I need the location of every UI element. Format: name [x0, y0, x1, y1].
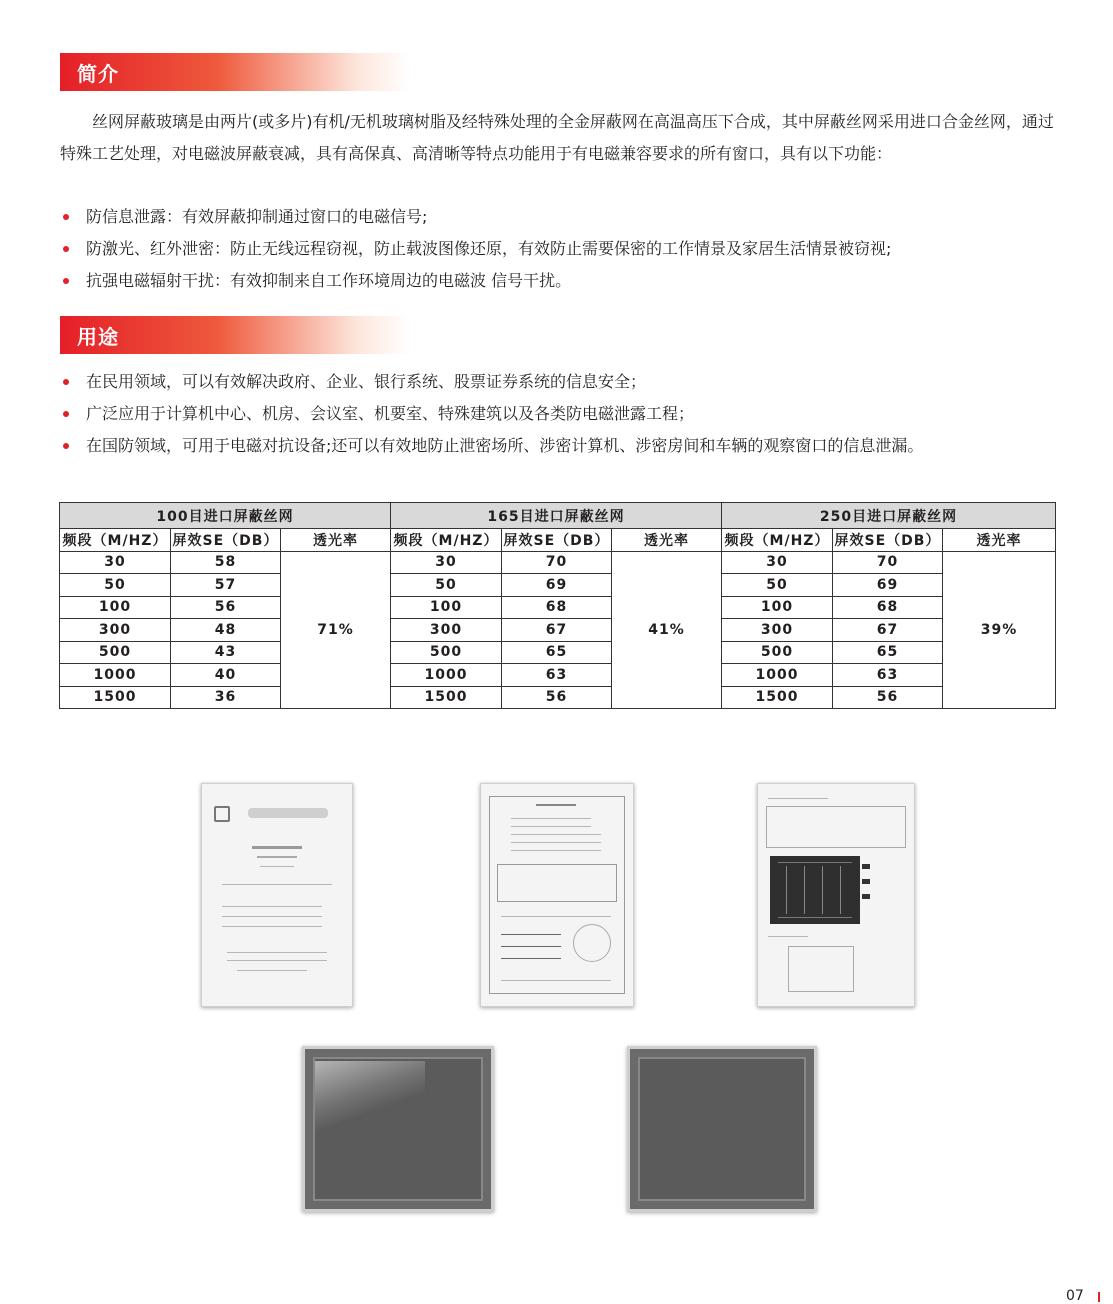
se-cell: 69 [833, 574, 943, 597]
frequency-cell: 30 [722, 551, 833, 574]
frequency-cell: 300 [722, 619, 833, 642]
se-cell: 63 [502, 664, 612, 687]
table-row [60, 596, 1056, 619]
se-cell: 36 [171, 686, 281, 709]
column-header-transmittance: 透光率 [612, 529, 722, 552]
frequency-cell: 500 [60, 641, 171, 664]
shielding-glass-photo-back [627, 1046, 817, 1212]
se-cell: 70 [502, 551, 612, 574]
usage-heading: 用途 [77, 325, 119, 349]
frequency-cell: 500 [391, 641, 502, 664]
se-cell: 56 [171, 596, 281, 619]
se-cell: 69 [502, 574, 612, 597]
usage-bullet-list [60, 366, 1070, 462]
group-header: 250目进口屏蔽丝网 [722, 503, 1056, 529]
usage-heading-bar [60, 316, 410, 354]
se-cell: 70 [833, 551, 943, 574]
column-header-se: 屏效SE（DB） [833, 529, 943, 552]
column-header-se: 屏效SE（DB） [502, 529, 612, 552]
page-number: 07 [1066, 1288, 1084, 1304]
bullet-dot-icon [63, 411, 69, 417]
frequency-cell: 100 [60, 596, 171, 619]
test-report-cover-image [201, 783, 353, 1007]
table-row [60, 686, 1056, 709]
column-header-frequency: 频段（M/HZ） [391, 529, 502, 552]
frequency-cell: 1000 [60, 664, 171, 687]
frequency-cell: 500 [722, 641, 833, 664]
se-cell: 67 [502, 619, 612, 642]
intro-heading: 简介 [77, 62, 119, 86]
table-row [60, 551, 1056, 574]
se-cell: 68 [502, 596, 612, 619]
column-header-frequency: 频段（M/HZ） [60, 529, 171, 552]
frequency-cell: 50 [391, 574, 502, 597]
frequency-cell: 1500 [722, 686, 833, 709]
page-marker [1098, 1292, 1100, 1302]
frequency-cell: 1000 [391, 664, 502, 687]
frequency-cell: 100 [722, 596, 833, 619]
test-data-chart-page-image [757, 783, 915, 1007]
se-cell: 56 [502, 686, 612, 709]
frequency-cell: 50 [60, 574, 171, 597]
frequency-cell: 300 [391, 619, 502, 642]
se-cell: 56 [833, 686, 943, 709]
intro-bullet-list [60, 201, 1070, 297]
bullet-dot-icon [63, 443, 69, 449]
frequency-cell: 100 [391, 596, 502, 619]
se-cell: 48 [171, 619, 281, 642]
se-cell: 40 [171, 664, 281, 687]
se-cell: 67 [833, 619, 943, 642]
frequency-cell: 50 [722, 574, 833, 597]
list-item: 抗强电磁辐射干扰：有效抑制来自工作环境周边的电磁波 信号干扰。 [60, 265, 1070, 297]
table-row [60, 641, 1056, 664]
se-cell: 58 [171, 551, 281, 574]
frequency-cell: 1000 [722, 664, 833, 687]
transmittance-cell: 39% [943, 551, 1056, 709]
table-row [60, 619, 1056, 642]
frequency-cell: 30 [60, 551, 171, 574]
list-item: 防信息泄露：有效屏蔽抑制通过窗口的电磁信号; [60, 201, 1070, 233]
frequency-cell: 1500 [391, 686, 502, 709]
column-header-frequency: 频段（M/HZ） [722, 529, 833, 552]
list-item: 在民用领域，可以有效解决政府、企业、银行系统、股票证券系统的信息安全； [60, 366, 1070, 398]
list-item: 防激光、红外泄密：防止无线远程窃视，防止载波图像还原，有效防止需要保密的工作情景及家居生活情景被窃视; [60, 233, 1070, 265]
group-header: 100目进口屏蔽丝网 [60, 503, 391, 529]
frequency-cell: 1500 [60, 686, 171, 709]
se-cell: 65 [833, 641, 943, 664]
bullet-dot-icon [63, 214, 69, 220]
bullet-dot-icon [63, 278, 69, 284]
bullet-dot-icon [63, 246, 69, 252]
intro-heading-bar [60, 53, 410, 91]
shielding-spec-table [59, 502, 1056, 709]
list-item: 在国防领域，可用于电磁对抗设备;还可以有效地防止泄密场所、涉密计算机、涉密房间和车辆的观察窗口的信息泄漏。 [60, 430, 1070, 462]
group-header: 165目进口屏蔽丝网 [391, 503, 722, 529]
se-cell: 63 [833, 664, 943, 687]
table-row [60, 664, 1056, 687]
frequency-cell: 300 [60, 619, 171, 642]
frequency-cell: 30 [391, 551, 502, 574]
se-cell: 68 [833, 596, 943, 619]
column-header-se: 屏效SE（DB） [171, 529, 281, 552]
table-row [60, 574, 1056, 597]
se-cell: 43 [171, 641, 281, 664]
bullet-dot-icon [63, 379, 69, 385]
transmittance-cell: 41% [612, 551, 722, 709]
list-item: 广泛应用于计算机中心、机房、会议室、机要室、特殊建筑以及各类防电磁泄露工程； [60, 398, 1070, 430]
column-header-transmittance: 透光率 [943, 529, 1056, 552]
test-conclusion-page-image [480, 783, 634, 1007]
intro-paragraph: 丝网屏蔽玻璃是由两片(或多片)有机/无机玻璃树脂及经特殊处理的全金屏蔽网在高温高压下合成，其中屏蔽丝网采用进口合金丝网，通过特殊工艺处理，对电磁波屏蔽衰减，具有高保真、高清晰等特点功能用于有电磁兼容要求的所有窗口，具有以下功能： [60, 112, 1054, 163]
column-header-transmittance: 透光率 [281, 529, 391, 552]
se-cell: 57 [171, 574, 281, 597]
shielding-glass-photo-front [302, 1046, 494, 1212]
se-cell: 65 [502, 641, 612, 664]
transmittance-cell: 71% [281, 551, 391, 709]
